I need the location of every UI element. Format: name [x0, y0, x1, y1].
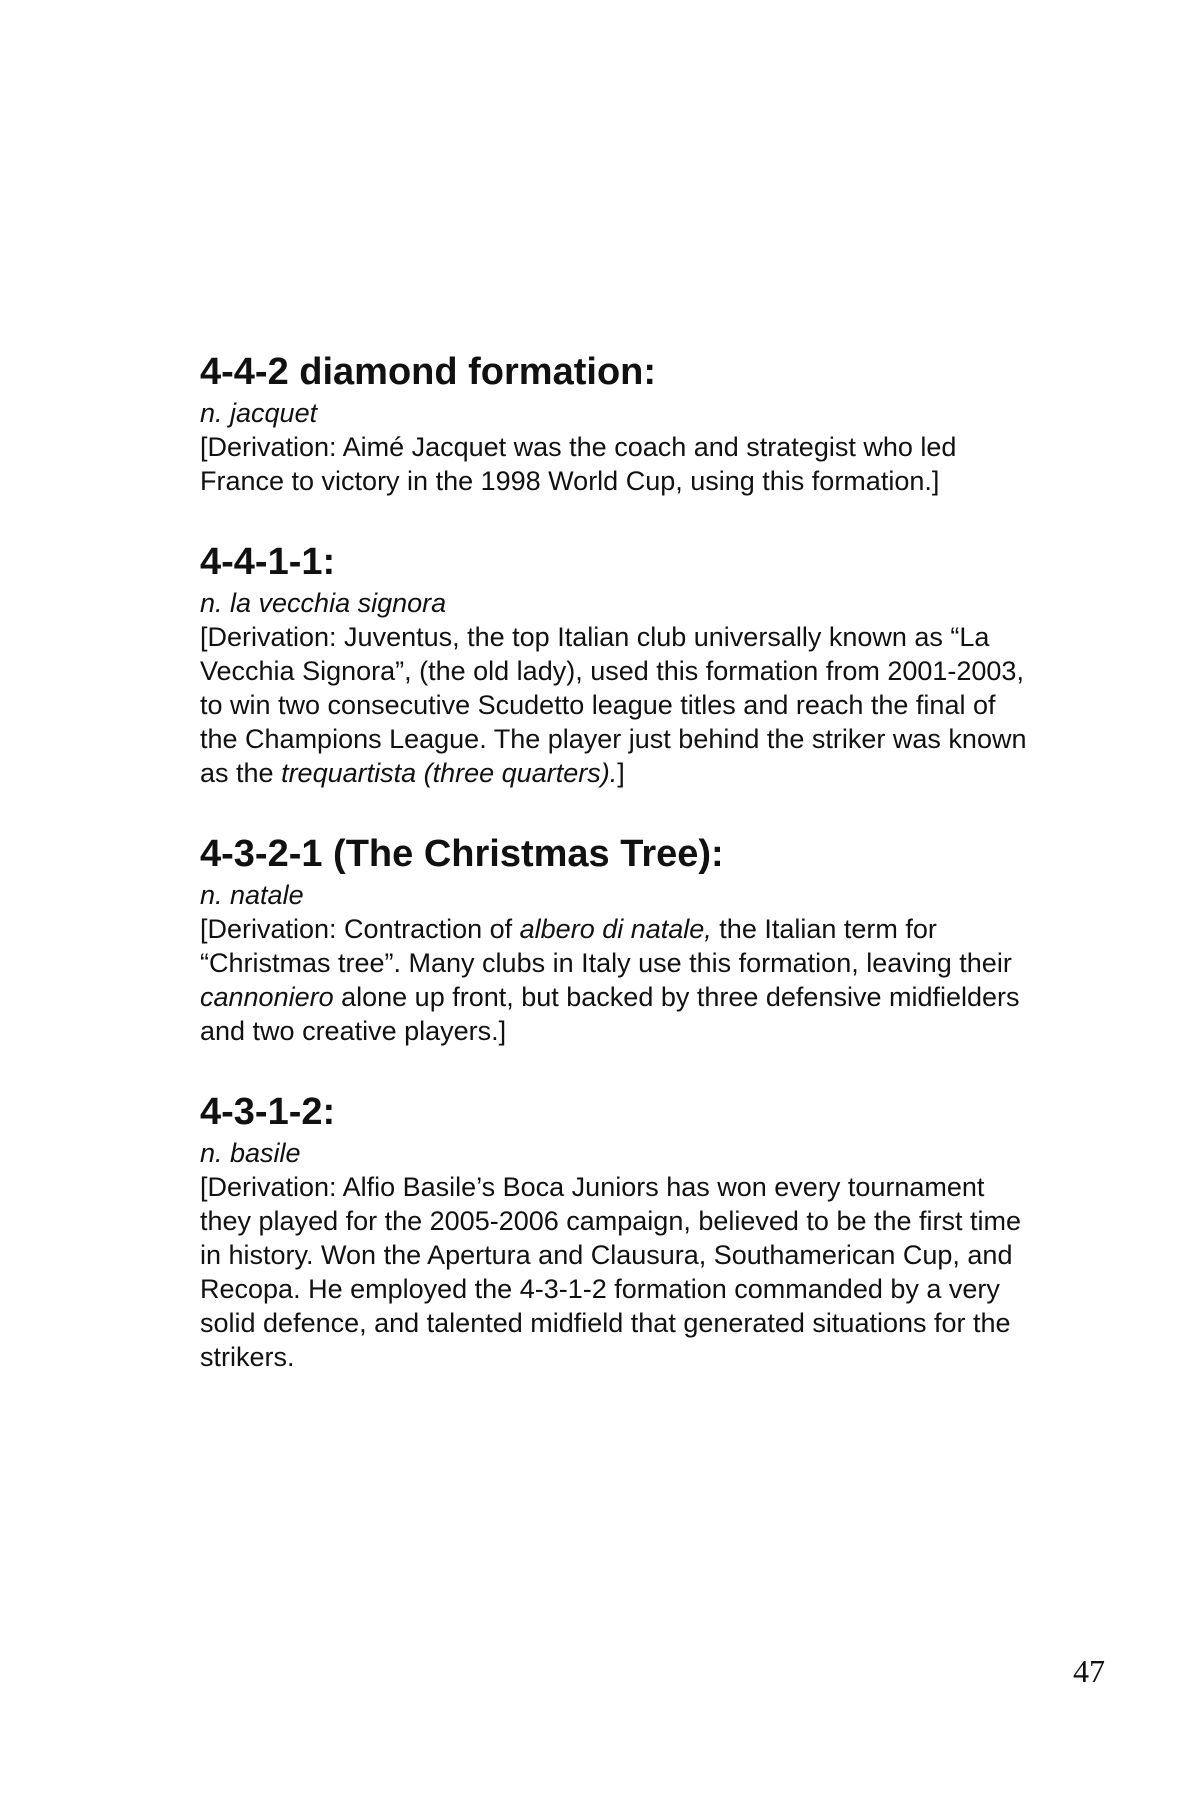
derivation-line [200, 912, 1100, 946]
italic-term: albero di natale, [519, 914, 712, 944]
text-segment: “Christmas tree”. Many clubs in Italy use this formation, leaving their [200, 948, 1012, 978]
derivation-line [200, 1272, 1100, 1306]
derivation-line [200, 430, 1100, 464]
derivation-line [200, 946, 1100, 980]
text-segment: the Champions League. The player just behind the striker was known [200, 724, 1027, 754]
italic-term: trequartista (three quarters). [281, 758, 618, 788]
entry-part-of-speech: n. basile [200, 1138, 301, 1168]
derivation-line [200, 980, 1100, 1014]
entry-term: 4-4-2 diamond formation: [200, 351, 657, 393]
text-segment: strikers. [200, 1342, 295, 1372]
text-segment: as the [200, 758, 282, 788]
entry-derivation [200, 912, 1100, 1048]
entry-term: 4-3-2-1 (The Christmas Tree): [200, 833, 724, 875]
entry-part-of-speech: n. la vecchia signora [200, 588, 447, 618]
page-number: 47 [1073, 1653, 1105, 1689]
text-segment: in history. Won the Apertura and Clausura, Southamerican Cup, and [200, 1240, 1013, 1270]
derivation-line [200, 756, 1100, 790]
derivation-line [200, 464, 1100, 498]
derivation-line [200, 1238, 1100, 1272]
entry-part-of-speech: n. jacquet [200, 398, 318, 428]
text-segment: to win two consecutive Scudetto league titles and reach the final of [200, 690, 996, 720]
derivation-line [200, 1204, 1100, 1238]
text-segment: [Derivation: Contraction of [200, 914, 520, 944]
entry-4-3-1-2 [200, 1090, 1100, 1374]
text-segment: [Derivation: Juventus, the top Italian club universally known as “La [200, 622, 990, 652]
text-segment: they played for the 2005-2006 campaign, believed to be the first time [200, 1206, 1022, 1236]
derivation-line [200, 1170, 1100, 1204]
derivation-line [200, 1014, 1100, 1048]
glossary-content [200, 350, 1100, 1416]
italic-term: cannoniero [200, 982, 334, 1012]
text-segment: ] [617, 758, 625, 788]
text-segment: [Derivation: Alfio Basile’s Boca Juniors has won every tournament [200, 1172, 985, 1202]
derivation-line [200, 1340, 1100, 1374]
entry-derivation [200, 430, 1100, 498]
text-segment: the Italian term for [711, 914, 937, 944]
derivation-line [200, 688, 1100, 722]
text-segment: France to victory in the 1998 World Cup, using this formation.] [200, 466, 940, 496]
text-segment: solid defence, and talented midfield that generated situations for the [200, 1308, 1011, 1338]
entry-part-of-speech: n. natale [200, 880, 304, 910]
text-segment: and two creative players.] [200, 1016, 507, 1046]
entry-derivation [200, 620, 1100, 790]
text-segment: [Derivation: Aimé Jacquet was the coach and strategist who led [200, 432, 957, 462]
derivation-line [200, 1306, 1100, 1340]
text-segment: alone up front, but backed by three defensive midfielders [333, 982, 1020, 1012]
text-segment: Vecchia Signora”, (the old lady), used this formation from 2001-2003, [200, 656, 1024, 686]
derivation-line [200, 620, 1100, 654]
entry-term: 4-4-1-1: [200, 541, 336, 583]
entry-4-3-2-1-christmas-tree [200, 832, 1100, 1048]
entry-term: 4-3-1-2: [200, 1091, 336, 1133]
entry-4-4-2-diamond [200, 350, 1100, 498]
entry-4-4-1-1 [200, 540, 1100, 790]
entry-derivation [200, 1170, 1100, 1374]
text-segment: Recopa. He employed the 4-3-1-2 formation commanded by a very [200, 1274, 1000, 1304]
derivation-line [200, 654, 1100, 688]
derivation-line [200, 722, 1100, 756]
